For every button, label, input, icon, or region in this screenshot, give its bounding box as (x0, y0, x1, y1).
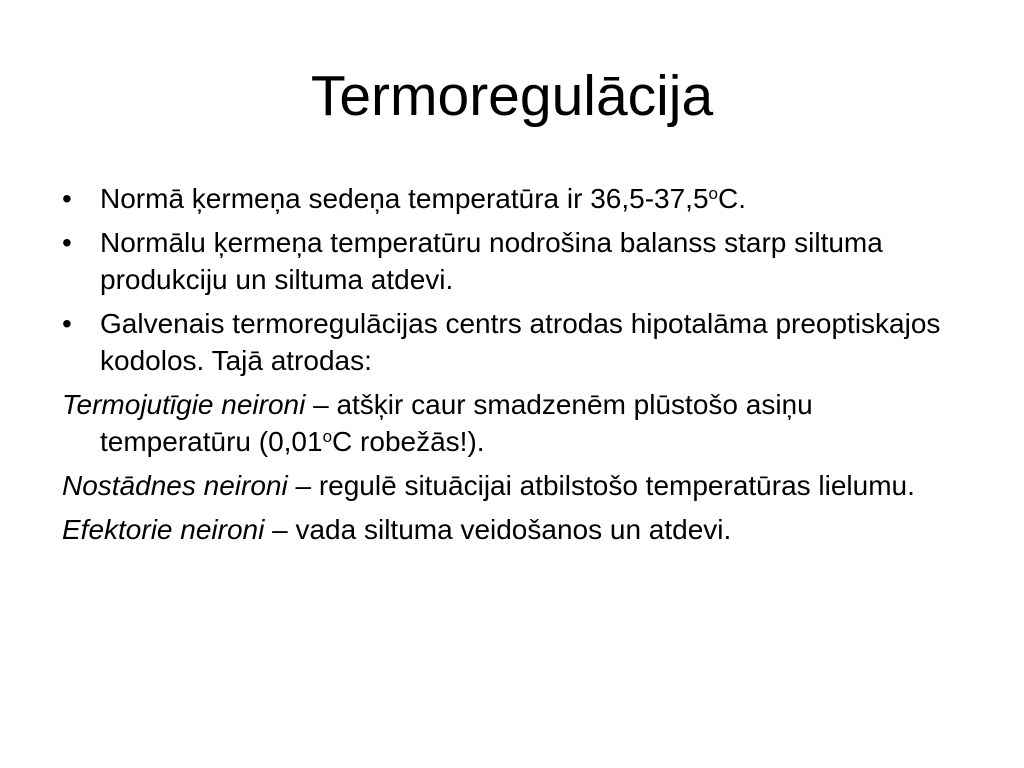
slide-body (62, 180, 962, 555)
degree-superscript: o (708, 184, 719, 203)
bullet-text: Normālu ķermeņa temperatūru nodrošina balanss starp siltuma produkciju un siltuma atdevi. (100, 227, 883, 295)
neuron-item (62, 467, 962, 504)
neuron-term: Efektorie neironi (62, 514, 265, 545)
neuron-description: – atšķir caur smadzenēm plūstošo asiņu temperatūru (0,01 (100, 389, 813, 457)
slide-title: Termoregulācija (310, 64, 714, 128)
neuron-item (62, 511, 962, 548)
bullet-text: Galvenais termoregulācijas centrs atrodas hipotalāma preoptiskajos kodolos. Tajā atrodas: (100, 308, 941, 376)
bullet-marker: • (62, 183, 72, 214)
neuron-description: – regulē situācijai atbilstošo temperatūras lielumu. (287, 470, 915, 501)
bullet-marker: • (62, 308, 72, 339)
bullet-text: Normā ķermeņa sedeņa temperatūra ir 36,5-37,5 (100, 183, 709, 214)
bullet-text-end: C. (718, 183, 747, 214)
neuron-description: – vada siltuma veidošanos un atdevi. (264, 514, 732, 545)
degree-superscript: o (322, 427, 333, 446)
neuron-item (62, 386, 962, 460)
neuron-description-end: C robežās!). (332, 426, 485, 457)
neuron-term: Nostādnes neironi (62, 470, 288, 501)
bullet-item (62, 180, 962, 217)
bullet-item (62, 224, 962, 298)
neuron-term: Termojutīgie neironi (62, 389, 306, 420)
bullet-item (62, 305, 962, 379)
bullet-marker: • (62, 227, 72, 258)
